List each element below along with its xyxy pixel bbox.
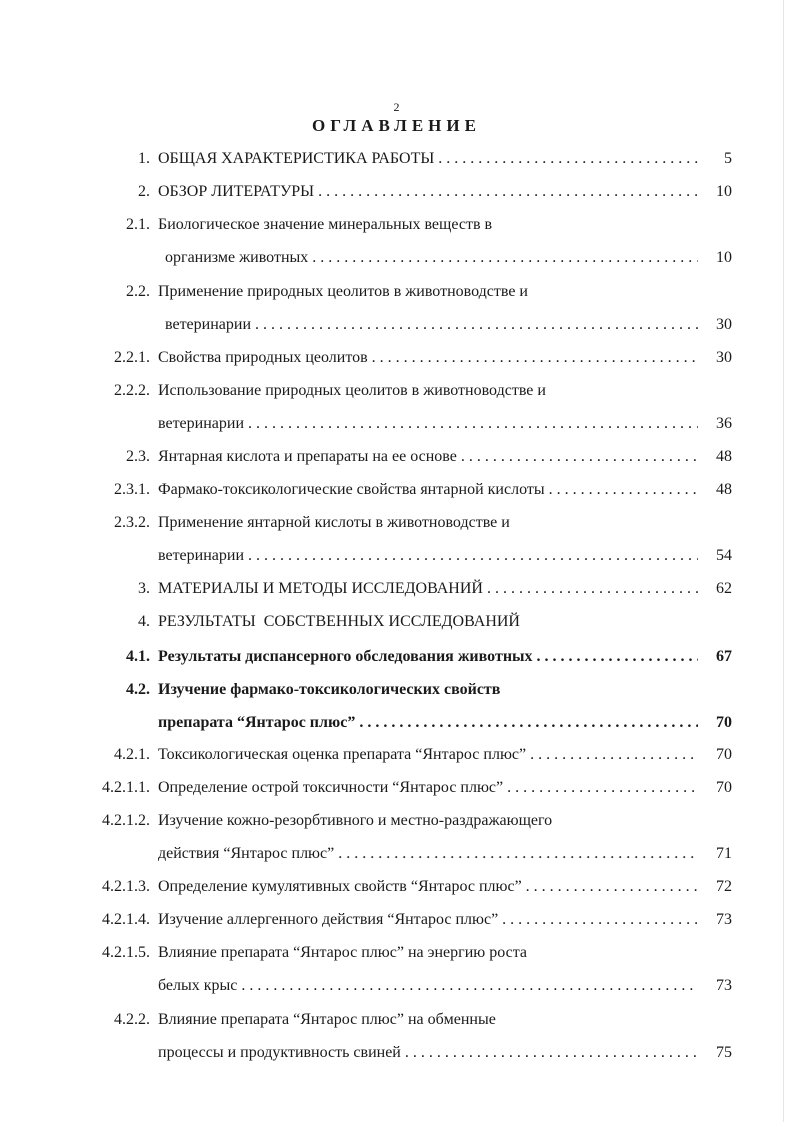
entry-title-cont: ветеринарии . . . <box>165 313 698 337</box>
entry-title-cont: белых крыс . . . <box>158 974 698 998</box>
entry-page: 73 <box>700 908 732 932</box>
entry-number: 2.2.1. <box>114 349 150 366</box>
entry-number: 2.3.2. <box>114 514 150 531</box>
entry-title-cont: процессы и продуктивность свиней . . . <box>158 1041 698 1065</box>
entry-page: 30 <box>700 346 732 370</box>
toc-entry <box>0 743 793 767</box>
entry-title: Влияние препарата “Янтарос плюс” на энергию роста <box>158 944 527 961</box>
entry-page: 73 <box>700 974 732 998</box>
toc-entry-continuation <box>0 711 793 735</box>
toc-entry <box>0 645 793 669</box>
entry-number: 2.3.1. <box>114 481 150 498</box>
entry-number: 4.2.2. <box>114 1011 150 1028</box>
toc-entry <box>0 678 793 702</box>
entry-page: 70 <box>700 743 732 767</box>
entry-title: Определение острой токсичности “Янтарос плюс” . . . <box>158 776 698 800</box>
entry-page: 70 <box>700 776 732 800</box>
entry-title: Свойства природных цеолитов . . . <box>158 346 698 370</box>
entry-page: 72 <box>700 875 732 899</box>
toc-entry <box>0 610 793 634</box>
toc-entry <box>0 346 793 370</box>
entry-title: Биологическое значение минеральных веществ в <box>158 216 493 233</box>
toc-entry-continuation <box>0 1041 793 1065</box>
entry-page: 5 <box>700 147 732 171</box>
entry-number: 2.2. <box>126 283 150 300</box>
entry-page: 70 <box>700 711 732 735</box>
toc-entry <box>0 379 793 403</box>
toc-entry-continuation <box>0 246 793 270</box>
entry-title: Применение янтарной кислоты в животноводстве и <box>158 514 510 531</box>
entry-title: Влияние препарата “Янтарос плюс” на обменные <box>158 1011 496 1028</box>
entry-number: 2.3. <box>126 448 150 465</box>
toc-entry-continuation <box>0 412 793 436</box>
entry-number: 4.1. <box>126 648 150 665</box>
entry-page: 10 <box>700 180 732 204</box>
toc-entry <box>0 941 793 965</box>
entry-title: ОБЩАЯ ХАРАКТЕРИСТИКА РАБОТЫ . . . <box>158 147 698 171</box>
entry-title: ОБЗОР ЛИТЕРАТУРЫ . . . <box>158 180 698 204</box>
entry-page: 48 <box>700 445 732 469</box>
entry-page: 48 <box>700 478 732 502</box>
toc-entry-continuation <box>0 313 793 337</box>
entry-number: 2. <box>138 183 150 200</box>
entry-page: 67 <box>700 645 732 669</box>
entry-page: 71 <box>700 842 732 866</box>
entry-title: Применение природных цеолитов в животноводстве и <box>158 283 528 300</box>
toc-entry <box>0 280 793 304</box>
toc-entry <box>0 1008 793 1032</box>
entry-page: 10 <box>700 246 732 270</box>
entry-title: Изучение кожно-резорбтивного и местно-раздражающего <box>158 812 553 829</box>
entry-title: Токсикологическая оценка препарата “Янтарос плюс” . . . <box>158 743 698 767</box>
entry-title-cont: препарата “Янтарос плюс” . . . <box>158 711 698 735</box>
toc-entry-continuation <box>0 842 793 866</box>
entry-page: 36 <box>700 412 732 436</box>
toc-entry <box>0 445 793 469</box>
entry-title: Янтарная кислота и препараты на ее основе . . . <box>158 445 698 469</box>
entry-title: Результаты диспансерного обследования животных . . . <box>158 645 698 669</box>
toc-entry <box>0 875 793 899</box>
toc-entry <box>0 180 793 204</box>
entry-title-cont: ветеринарии . . . <box>158 412 698 436</box>
toc-entry <box>0 478 793 502</box>
toc-entry <box>0 213 793 237</box>
entry-title: МАТЕРИАЛЫ И МЕТОДЫ ИССЛЕДОВАНИЙ . . . <box>158 577 698 601</box>
toc-entry <box>0 809 793 833</box>
entry-number: 4.2.1.4. <box>102 911 150 928</box>
entry-title: Использование природных цеолитов в животноводстве и <box>158 382 546 399</box>
toc-entry <box>0 577 793 601</box>
entry-title: Фармако-токсикологические свойства янтарной кислоты . . . <box>158 478 698 502</box>
entry-number: 4.2.1.5. <box>102 944 150 961</box>
entry-number: 3. <box>138 580 150 597</box>
entry-page: 62 <box>700 577 732 601</box>
entry-title: Определение кумулятивных свойств “Янтарос плюс” . . . <box>158 875 698 899</box>
entry-number: 4.2.1.1. <box>102 779 150 796</box>
entry-number: 4.2. <box>126 681 150 698</box>
entry-title-cont: ветеринарии . . . <box>158 544 698 568</box>
toc-entry <box>0 908 793 932</box>
entry-title: Изучение фармако-токсикологических свойств <box>158 681 501 698</box>
entry-number: 2.2.2. <box>114 382 150 399</box>
entry-title-cont: действия “Янтарос плюс” . . . <box>158 842 698 866</box>
entry-number: 4. <box>138 613 150 630</box>
entry-page: 54 <box>700 544 732 568</box>
toc-title: ОГЛАВЛЕНИЕ <box>312 116 481 135</box>
entry-number: 1. <box>138 150 150 167</box>
toc-entry <box>0 776 793 800</box>
entry-number: 4.2.1.2. <box>102 812 150 829</box>
entry-title: Изучение аллергенного действия “Янтарос плюс” . . . <box>158 908 698 932</box>
entry-number: 4.2.1. <box>114 746 150 763</box>
entry-number: 2.1. <box>126 216 150 233</box>
entry-number: 4.2.1.3. <box>102 878 150 895</box>
entry-title: РЕЗУЛЬТАТЫ СОБСТВЕННЫХ ИССЛЕДОВАНИЙ <box>158 613 520 630</box>
toc-entry <box>0 511 793 535</box>
entry-page: 30 <box>700 313 732 337</box>
toc-entry-continuation <box>0 544 793 568</box>
page-number: 2 <box>393 100 400 114</box>
entry-title-cont: организме животных . . . <box>165 246 698 270</box>
toc-entry-continuation <box>0 974 793 998</box>
entry-page: 75 <box>700 1041 732 1065</box>
toc-entry <box>0 147 793 171</box>
